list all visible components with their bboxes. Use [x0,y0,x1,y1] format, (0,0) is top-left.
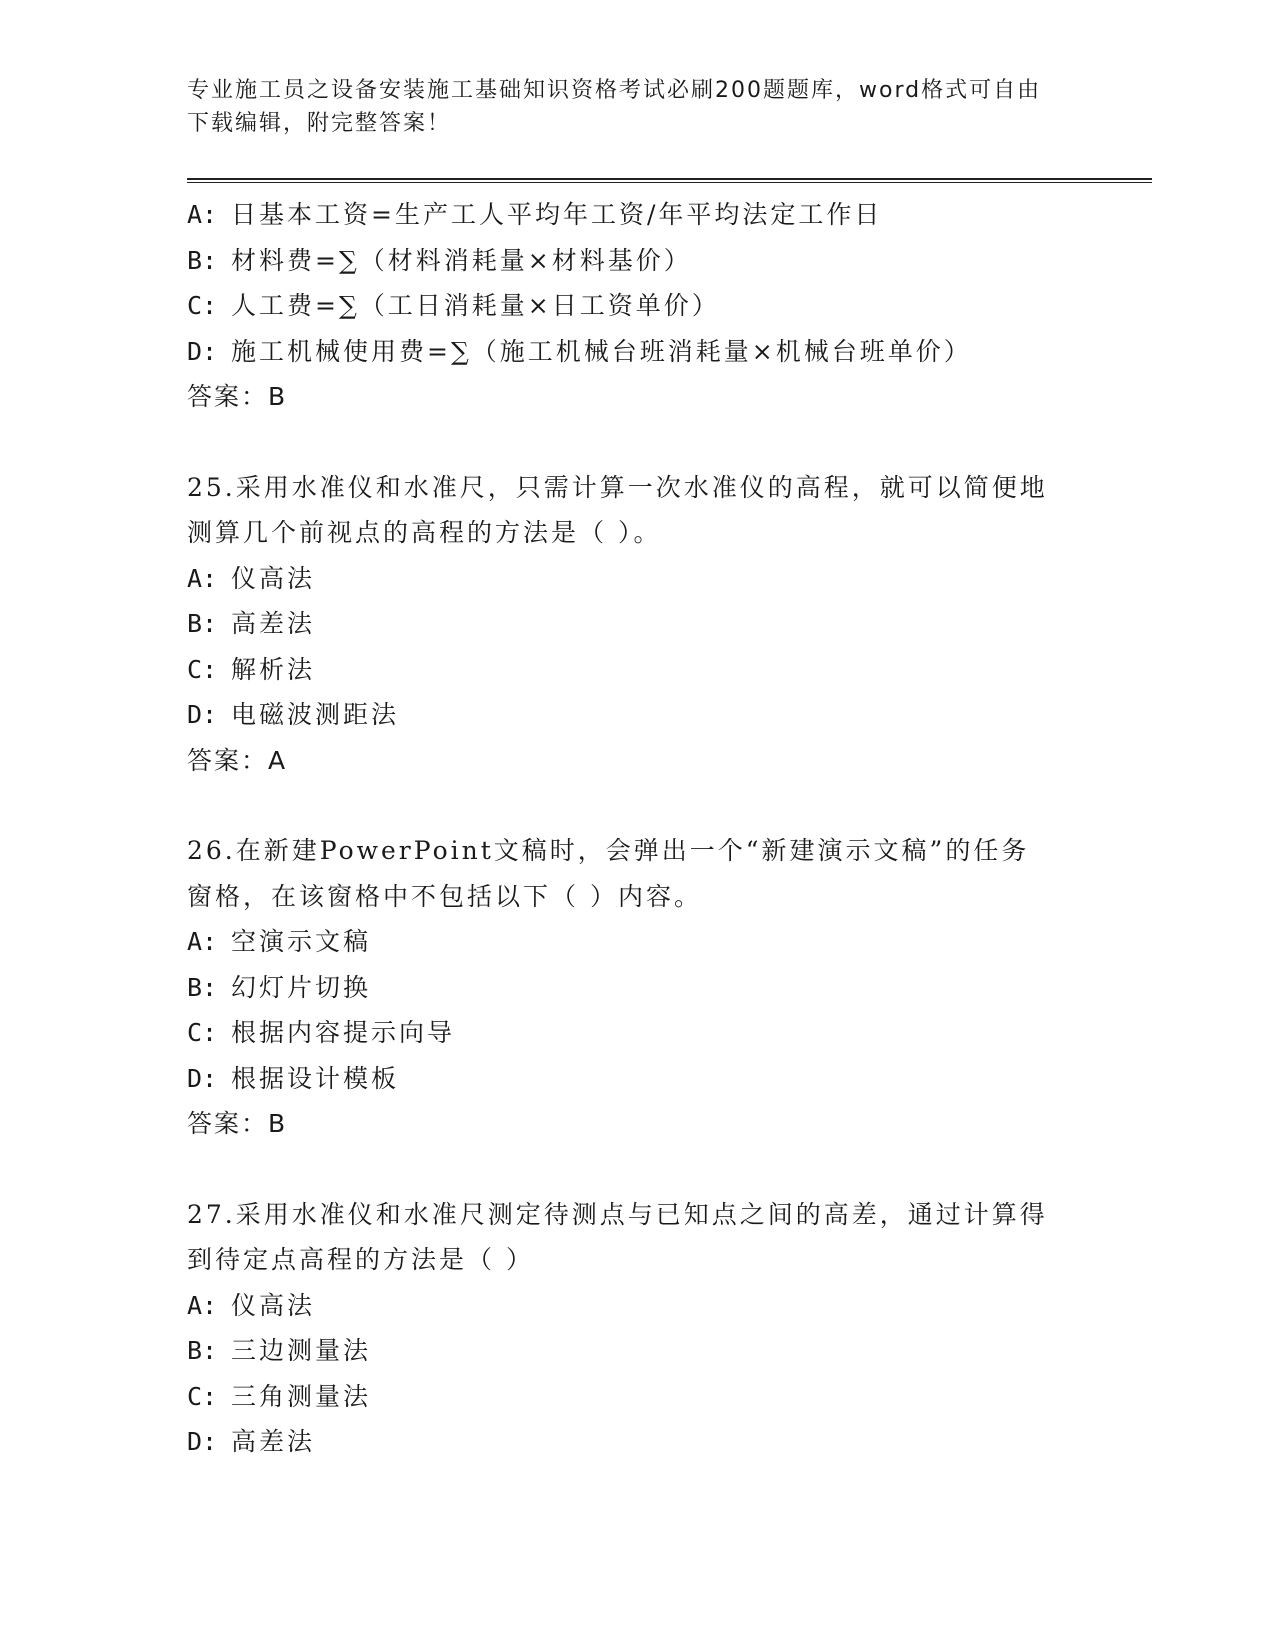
option-letter: B: [187,245,218,275]
question-25-block [187,465,1087,784]
option-letter: D: [187,1063,218,1093]
question-stem-line-2: 到待定点高程的方法是（ ） [187,1245,534,1274]
option-text: 三边测量法 [231,1336,372,1365]
option-b [187,238,1087,284]
option-d [187,329,1087,375]
option-text: 幻灯片切换 [231,972,372,1002]
option-b [187,1328,1087,1374]
option-text: 施工机械使用费=∑（施工机械台班消耗量×机械台班单价） [231,336,972,366]
option-a [187,1283,1087,1329]
option-c [187,283,1087,329]
answer-line: 答案：B [187,382,288,411]
spacer [187,1147,1087,1192]
option-letter: C: [187,1018,218,1047]
option-letter: B: [187,972,218,1002]
option-text: 日基本工资=生产工人平均年工资/年平均法定工作日 [231,200,883,229]
option-a [187,192,1087,238]
spacer [187,783,1087,828]
option-d [187,692,1087,738]
header-line-1: 专业施工员之设备安装施工基础知识资格考试必刷200题题库，word格式可自由 [187,78,1042,103]
option-a [187,556,1087,602]
question-stem-line-1: 25.采用水准仪和水准尺，只需计算一次水准仪的高程，就可以简便地 [187,472,1048,502]
spacer [187,420,1087,465]
option-c [187,647,1087,693]
option-text: 空演示文稿 [231,927,372,956]
option-text: 材料费=∑（材料消耗量×材料基价） [231,245,692,275]
option-text: 仪高法 [231,563,316,593]
question-content [187,192,1087,1465]
question-26-block [187,828,1087,1147]
option-letter: C: [187,654,218,684]
option-text: 解析法 [231,654,316,684]
option-d [187,1056,1087,1102]
answer-line: 答案：B [187,1109,288,1138]
option-d [187,1419,1087,1465]
question-stem-line-1: 27.采用水准仪和水准尺测定待测点与已知点之间的高差，通过计算得 [187,1199,1048,1229]
question-24-block [187,192,1087,420]
option-text: 根据内容提示向导 [231,1018,456,1047]
option-letter: A: [187,200,218,229]
option-letter: A: [187,563,218,593]
header-divider [187,178,1152,183]
option-text: 人工费=∑（工日消耗量×日工资单价） [231,291,720,320]
option-text: 仪高法 [231,1290,316,1320]
option-c [187,1010,1087,1056]
option-b [187,965,1087,1011]
option-text: 高差法 [231,1427,316,1456]
option-letter: B: [187,1336,218,1365]
option-text: 电磁波测距法 [231,700,400,729]
option-a [187,919,1087,965]
option-letter: D: [187,336,218,366]
option-letter: A: [187,1290,218,1320]
document-header [187,74,1087,140]
option-letter: C: [187,291,218,320]
question-27-block [187,1192,1087,1465]
option-text: 三角测量法 [231,1381,372,1411]
question-stem-line-2: 窗格，在该窗格中不包括以下（ ）内容。 [187,881,702,911]
option-text: 高差法 [231,609,316,638]
header-line-2: 下载编辑，附完整答案！ [187,111,452,136]
option-letter: B: [187,609,218,638]
question-stem-line-2: 测算几个前视点的高程的方法是（ ）。 [187,518,662,547]
option-c [187,1374,1087,1420]
option-letter: C: [187,1381,218,1411]
answer-line: 答案：A [187,745,288,775]
option-letter: A: [187,927,218,956]
option-letter: D: [187,1427,218,1456]
option-letter: D: [187,700,218,729]
question-stem-line-1: 26.在新建PowerPoint文稿时，会弹出一个“新建演示文稿”的任务 [187,836,1030,865]
option-b [187,601,1087,647]
option-text: 根据设计模板 [231,1063,400,1093]
